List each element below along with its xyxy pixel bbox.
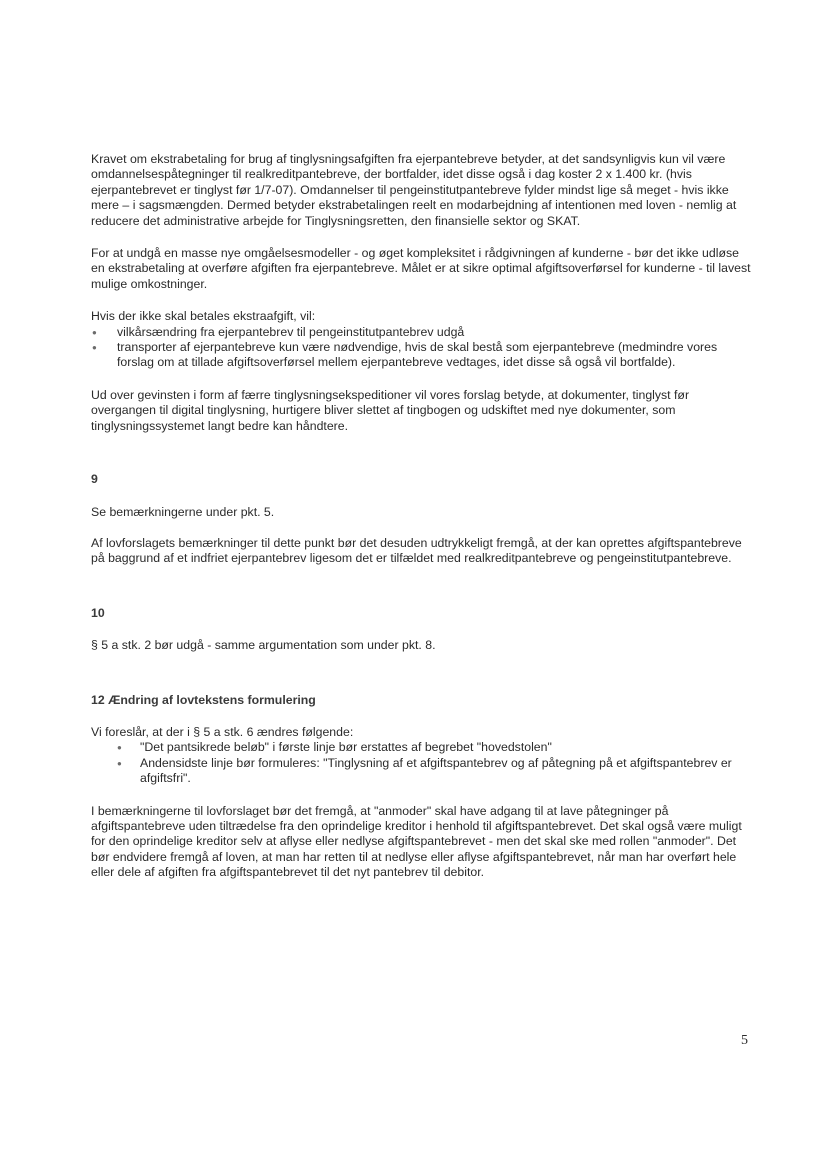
- paragraph-s12-intro: Vi foreslår, at der i § 5 a stk. 6 ændres følgende:: [91, 724, 354, 739]
- list-item-text: transporter af ejerpantebreve kun være nødvendige, hvis de skal bestå som ejerpantebreve (medmindre vores forslag om at tillade afgiftsoverførsel mellem ejerpantebreve vedtages, idet disse så også vil bortfalde).: [117, 340, 718, 370]
- list-item: [91, 756, 751, 787]
- paragraph-s9-afgiftspantebreve: Af lovforslagets bemærkninger til dette punkt bør det desuden udtrykkeligt fremgå, at der kan oprettes afgiftspantebreve på baggrund af et indfriet ejerpantebrev ligesom det er tilfældet med realkreditpantebreve og pengeinstitutpantebreve.: [91, 535, 742, 566]
- paragraph-ekstrabetaling: Kravet om ekstrabetaling for brug af tinglysningsafgiften fra ejerpantebreve betyder, at det sandsynligvis kun vil være omdannelsespåtegninger til realkreditpantebreve, der bortfalder, idet disse også i dag koster 2 x 1.400 kr. (hvis ejerpantebrevet er tinglyst før 1/7-07). Omdannelser til pengeinstitutpantebreve fylder mindst lige så meget - hvis ikke mere – i sagsmængden. Dermed betyder ekstrabetalingen reelt en modarbejdning af intentionen med loven - nemlig at reducere det administrative arbejde for Tinglysningsretten, den finansielle sektor og SKAT.: [91, 152, 737, 228]
- list-item-text: vilkårsændring fra ejerpantebrev til pengeinstitutpantebrev udgå: [117, 324, 465, 339]
- bullet-list-ekstraafgift: [91, 325, 751, 371]
- bullet-list-formulering: [91, 740, 751, 786]
- paragraph-omgaaelsesmodeller: For at undgå en masse nye omgåelsesmodeller - og øget kompleksitet i rådgivningen af kunderne - bør det ikke udløse en ekstrabetaling at overføre afgiften fra ejerpantebreve. Målet er at sikre optimal afgiftsoverførsel for kunderne - til lavest mulige omkostninger.: [91, 246, 751, 291]
- section-number-10: 10: [91, 605, 105, 620]
- paragraph-s9-reference: Se bemærkningerne under pkt. 5.: [91, 504, 275, 519]
- bullet-icon: ●: [117, 758, 122, 768]
- paragraph-gevinst: Ud over gevinsten i form af færre tinglysningsekspeditioner vil vores forslag betyde, at dokumenter, tinglyst før overgangen til digital tinglysning, hurtigere bliver slettet af tingbogen og udskiftet med nye dokumenter, som tinglysningssystemet langt bedre kan håndtere.: [91, 387, 690, 433]
- document-body: [91, 152, 751, 881]
- list-item-text: "Det pantsikrede beløb" i første linje bør erstattes af begrebet "hovedstolen": [140, 740, 552, 755]
- paragraph-ekstraafgift-intro: Hvis der ikke skal betales ekstraafgift, vil:: [91, 309, 316, 324]
- list-item: [91, 340, 751, 371]
- bullet-icon: ●: [117, 743, 122, 753]
- list-item-text: Andensidste linje bør formuleres: "Tinglysning af et afgiftspantebrev og af påtegning på et afgiftspantebrev er afgiftsfri".: [140, 755, 732, 786]
- bullet-icon: ●: [92, 343, 97, 353]
- paragraph-s12-anmoder: I bemærkningerne til lovforslaget bør det fremgå, at "anmoder" skal have adgang til at lave påtegninger på afgiftspantebreve uden tiltrædelse fra den oprindelige kreditor i henhold til afgiftspantebrevet. Det skal også være muligt for den oprindelige kreditor selv at aflyse eller nedlyse afgiftspantebrevet - men det skal ske med rollen "anmoder". Det bør endvidere fremgå af loven, at man har retten til at nedlyse eller aflyse afgiftspantebrevet, når man har overført hele eller dele af afgiften fra afgiftspantebrevet til det nyt pantebrev til debitor.: [91, 803, 742, 880]
- list-item: [91, 740, 751, 755]
- list-item: [91, 325, 751, 340]
- bullet-icon: ●: [92, 327, 97, 337]
- section-heading-12: 12 Ændring af lovtekstens formulering: [91, 692, 316, 707]
- page-number: 5: [741, 1033, 748, 1048]
- section-number-9: 9: [91, 472, 98, 487]
- paragraph-s10: § 5 a stk. 2 bør udgå - samme argumentation som under pkt. 8.: [91, 638, 436, 653]
